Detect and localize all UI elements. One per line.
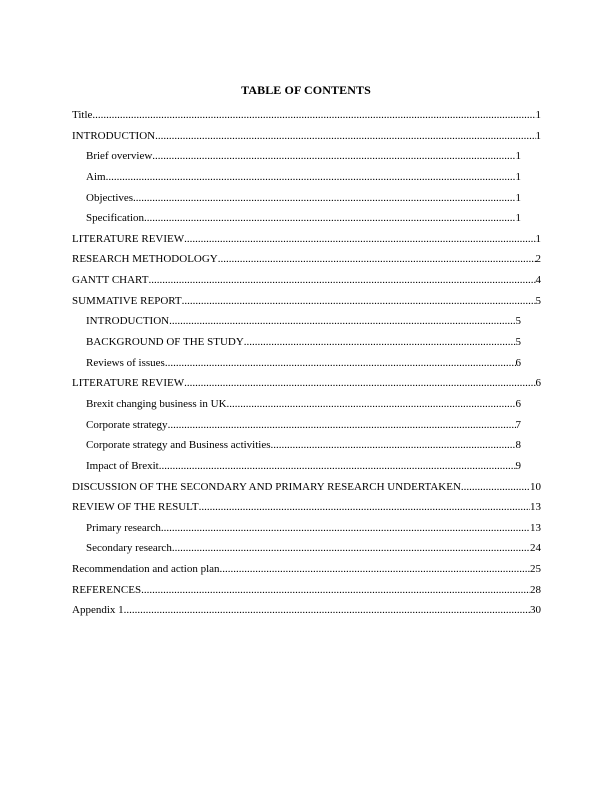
toc-entry-title: Primary research: [86, 521, 161, 534]
toc-entry[interactable]: [72, 192, 521, 213]
toc-entry-page-number: 6: [515, 397, 521, 410]
toc-entry-title: Objectives: [86, 191, 134, 204]
dot-leader: [159, 460, 516, 472]
dot-leader: [161, 522, 530, 534]
toc-entry[interactable]: [72, 315, 521, 336]
dot-leader: [461, 481, 530, 493]
dot-leader: [148, 274, 535, 286]
toc-entry-page-number: 1: [515, 170, 521, 183]
toc-entry[interactable]: [72, 542, 541, 563]
dot-leader: [218, 253, 536, 265]
dot-leader: [152, 150, 515, 162]
toc-entry-title: Corporate strategy: [86, 418, 168, 431]
toc-entry[interactable]: [72, 398, 521, 419]
toc-entry-page-number: 5: [515, 315, 521, 328]
toc-entry[interactable]: [72, 604, 541, 625]
toc-entry-page-number: 8: [515, 439, 521, 452]
toc-entry-title: RESEARCH METHODOLOGY: [72, 253, 218, 266]
toc-entry-title: Recommendation and action plan: [72, 563, 220, 576]
toc-entry[interactable]: [72, 460, 521, 481]
toc-entry-title: Title: [72, 109, 93, 121]
toc-entry[interactable]: [72, 377, 541, 398]
toc-entry-title: SUMMATIVE REPORT: [72, 294, 182, 307]
dot-leader: [184, 377, 535, 389]
toc-entry-title: INTRODUCTION: [72, 129, 156, 142]
toc-entry-page-number: 13: [530, 521, 541, 534]
toc-list: [72, 109, 542, 625]
dot-leader: [141, 584, 530, 596]
toc-entry[interactable]: [72, 295, 541, 316]
toc-entry-title: Corporate strategy and Business activities: [86, 439, 271, 452]
toc-entry-title: Secondary research: [86, 542, 172, 555]
toc-entry-page-number: 4: [535, 274, 541, 287]
toc-entry-title: BACKGROUND OF THE STUDY: [86, 336, 244, 349]
toc-entry[interactable]: [72, 522, 541, 543]
toc-entry-page-number: 30: [530, 604, 541, 617]
toc-entry-title: Brexit changing business in UK: [86, 397, 227, 410]
dot-leader: [92, 109, 535, 121]
toc-entry-title: REFERENCES: [72, 583, 142, 596]
toc-entry-page-number: 24: [530, 542, 541, 555]
dot-leader: [168, 419, 516, 431]
toc-entry[interactable]: [72, 109, 541, 130]
toc-entry-title: LITERATURE REVIEW: [72, 377, 185, 390]
toc-entry-page-number: 5: [515, 336, 521, 349]
toc-entry-page-number: 9: [515, 459, 521, 472]
dot-leader: [133, 192, 515, 204]
toc-entry-page-number: 6: [535, 377, 541, 390]
toc-entry[interactable]: [72, 481, 541, 502]
toc-heading: TABLE OF CONTENTS: [241, 83, 371, 97]
dot-leader: [184, 233, 535, 245]
toc-entry-page-number: 25: [530, 563, 541, 576]
toc-entry[interactable]: [72, 150, 521, 171]
toc-entry-page-number: 2: [535, 253, 541, 266]
dot-leader: [155, 130, 535, 142]
toc-entry-title: Reviews of issues: [86, 356, 165, 369]
toc-entry-title: LITERATURE REVIEW: [72, 232, 185, 245]
toc-entry-page-number: 1: [515, 150, 521, 163]
toc-entry-title: Brief overview: [86, 150, 153, 163]
toc-entry-title: INTRODUCTION: [86, 315, 170, 328]
toc-entry-title: Specification: [86, 212, 145, 225]
toc-entry-page-number: 1: [535, 129, 541, 142]
toc-entry[interactable]: [72, 501, 541, 522]
dot-leader: [227, 398, 516, 410]
toc-entry[interactable]: [72, 563, 541, 584]
dot-leader: [199, 501, 530, 513]
dot-leader: [124, 604, 530, 616]
toc-entry-page-number: 1: [535, 109, 541, 121]
toc-entry-page-number: 7: [515, 418, 521, 431]
toc-entry-title: Impact of Brexit: [86, 459, 159, 472]
toc-entry[interactable]: [72, 439, 521, 460]
dot-leader: [182, 295, 536, 307]
toc-entry[interactable]: [72, 212, 521, 233]
dot-leader: [144, 212, 515, 224]
toc-entry[interactable]: [72, 419, 521, 440]
toc-entry-title: Appendix 1: [72, 604, 124, 617]
toc-entry-page-number: 1: [515, 191, 521, 204]
dot-leader: [106, 171, 516, 183]
toc-entry-page-number: 6: [515, 356, 521, 369]
dot-leader: [244, 336, 516, 348]
toc-entry[interactable]: [72, 233, 541, 254]
toc-entry-page-number: 28: [530, 583, 541, 596]
toc-entry-page-number: 1: [535, 232, 541, 245]
toc-entry-page-number: 13: [530, 501, 541, 514]
toc-entry[interactable]: [72, 584, 541, 605]
dot-leader: [172, 542, 530, 554]
toc-entry-page-number: 1: [515, 212, 521, 225]
toc-entry[interactable]: [72, 336, 521, 357]
toc-entry[interactable]: [72, 171, 521, 192]
dot-leader: [165, 357, 516, 369]
dot-leader: [220, 563, 530, 575]
dot-leader: [169, 315, 515, 327]
toc-entry-title: DISCUSSION OF THE SECONDARY AND PRIMARY RESEARCH UNDERTAKEN: [72, 480, 461, 493]
toc-entry[interactable]: [72, 130, 541, 151]
toc-entry-title: REVIEW OF THE RESULT: [72, 501, 199, 514]
toc-entry-page-number: 10: [530, 480, 541, 493]
toc-entry[interactable]: [72, 274, 541, 295]
dot-leader: [271, 439, 516, 451]
toc-entry[interactable]: [72, 253, 541, 274]
toc-entry-page-number: 5: [535, 294, 541, 307]
toc-entry-title: GANTT CHART: [72, 274, 149, 287]
toc-entry[interactable]: [72, 357, 521, 378]
toc-entry-title: Aim: [86, 170, 106, 183]
